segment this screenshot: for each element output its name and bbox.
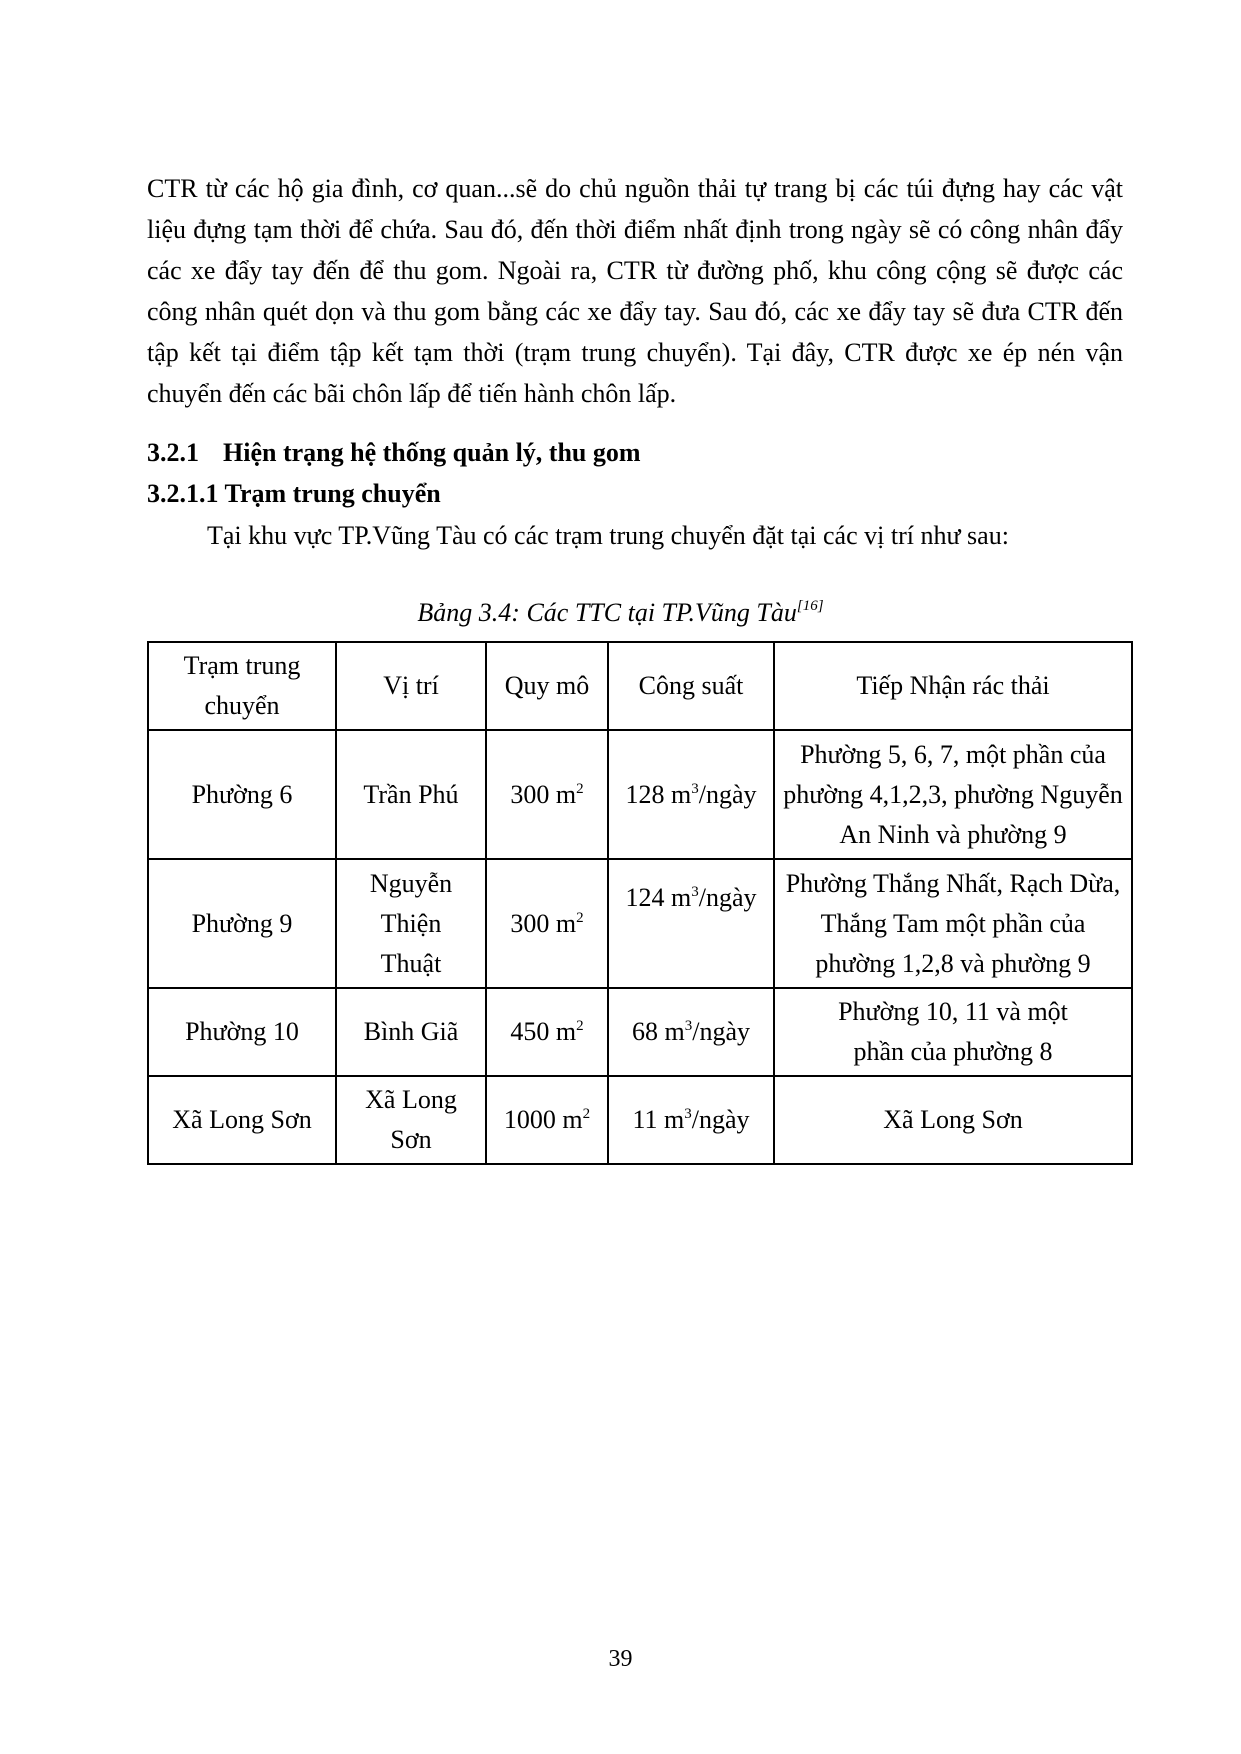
cell-receive: Xã Long Sơn bbox=[774, 1076, 1132, 1164]
header-station: Trạm trung chuyển bbox=[148, 642, 336, 730]
cell-station: Phường 9 bbox=[148, 859, 336, 988]
header-area: Quy mô bbox=[486, 642, 608, 730]
cell-area: 450 $m^2$ bbox=[486, 988, 608, 1076]
cell-location: Trần Phú bbox=[336, 730, 486, 859]
header-location: Vị trí bbox=[336, 642, 486, 730]
page-number: 39 bbox=[608, 1646, 633, 1672]
body-paragraph: CTR từ các hộ gia đình, cơ quan...sẽ do chủ nguồn thải tự trang bị các túi đựng hay các vật liệu đựng tạm thời để chứa. Sau đó, đến thời điểm nhất định trong ngày sẽ có công nhân đẩy các xe đẩy tay đến để thu gom. Ngoài ra, CTR từ đường phố, khu công cộng sẽ được các công nhân quét dọn và thu gom bằng các xe đẩy tay. Sau đó, các xe đẩy tay sẽ đưa CTR đến tập kết tại điểm tập kết tạm thời (trạm trung chuyển). Tại đây, CTR được xe ép nén vận chuyển đến các bãi chôn lấp để tiến hành chôn lấp. bbox=[147, 174, 1123, 408]
cell-area: 1000 $m^2$ bbox=[486, 1076, 608, 1164]
table-row bbox=[148, 1076, 1132, 1164]
subsection-heading: 3.2.1.1 Trạm trung chuyển bbox=[147, 479, 441, 508]
cell-location: Nguyễn Thiện Thuật bbox=[336, 859, 486, 988]
header-capacity: Công suất bbox=[608, 642, 774, 730]
cell-receive: Phường 10, 11 và một phần của phường 8 bbox=[774, 988, 1132, 1076]
table-row bbox=[148, 859, 1132, 988]
transfer-station-table bbox=[147, 641, 1133, 1165]
cell-capacity: 124 $m^3$/ngày bbox=[608, 859, 774, 988]
cell-area: 300 $m^2$ bbox=[486, 859, 608, 988]
section-heading-3-2-1 bbox=[147, 438, 641, 468]
cell-capacity: 68 $m^3$/ngày bbox=[608, 988, 774, 1076]
section-title: Hiện trạng hệ thống quản lý, thu gom bbox=[223, 438, 641, 467]
cell-receive: Phường 5, 6, 7, một phần của phường 4,1,2,3, phường Nguyễn An Ninh và phường 9 bbox=[774, 730, 1132, 859]
caption-reference: [16] bbox=[796, 598, 824, 614]
table-header-row bbox=[148, 642, 1132, 730]
caption-text: Bảng 3.4: Các TTC tại TP.Vũng Tàu bbox=[417, 598, 797, 627]
section-number: 3.2.1 bbox=[147, 438, 199, 467]
intro-sentence: Tại khu vực TP.Vũng Tàu có các trạm trung chuyển đặt tại các vị trí như sau: bbox=[207, 521, 1009, 550]
header-receive: Tiếp Nhận rác thải bbox=[774, 642, 1132, 730]
cell-area: 300 $m^2$ bbox=[486, 730, 608, 859]
cell-station: Phường 6 bbox=[148, 730, 336, 859]
cell-location: Bình Giã bbox=[336, 988, 486, 1076]
table-caption bbox=[0, 598, 1241, 628]
cell-capacity: 128 $m^3$/ngày bbox=[608, 730, 774, 859]
cell-receive: Phường Thắng Nhất, Rạch Dừa, Thắng Tam một phần của phường 1,2,8 và phường 9 bbox=[774, 859, 1132, 988]
table-row bbox=[148, 988, 1132, 1076]
cell-location: Xã Long Sơn bbox=[336, 1076, 486, 1164]
table-row bbox=[148, 730, 1132, 859]
cell-station: Xã Long Sơn bbox=[148, 1076, 336, 1164]
cell-capacity: 11 $m^3$/ngày bbox=[608, 1076, 774, 1164]
cell-station: Phường 10 bbox=[148, 988, 336, 1076]
